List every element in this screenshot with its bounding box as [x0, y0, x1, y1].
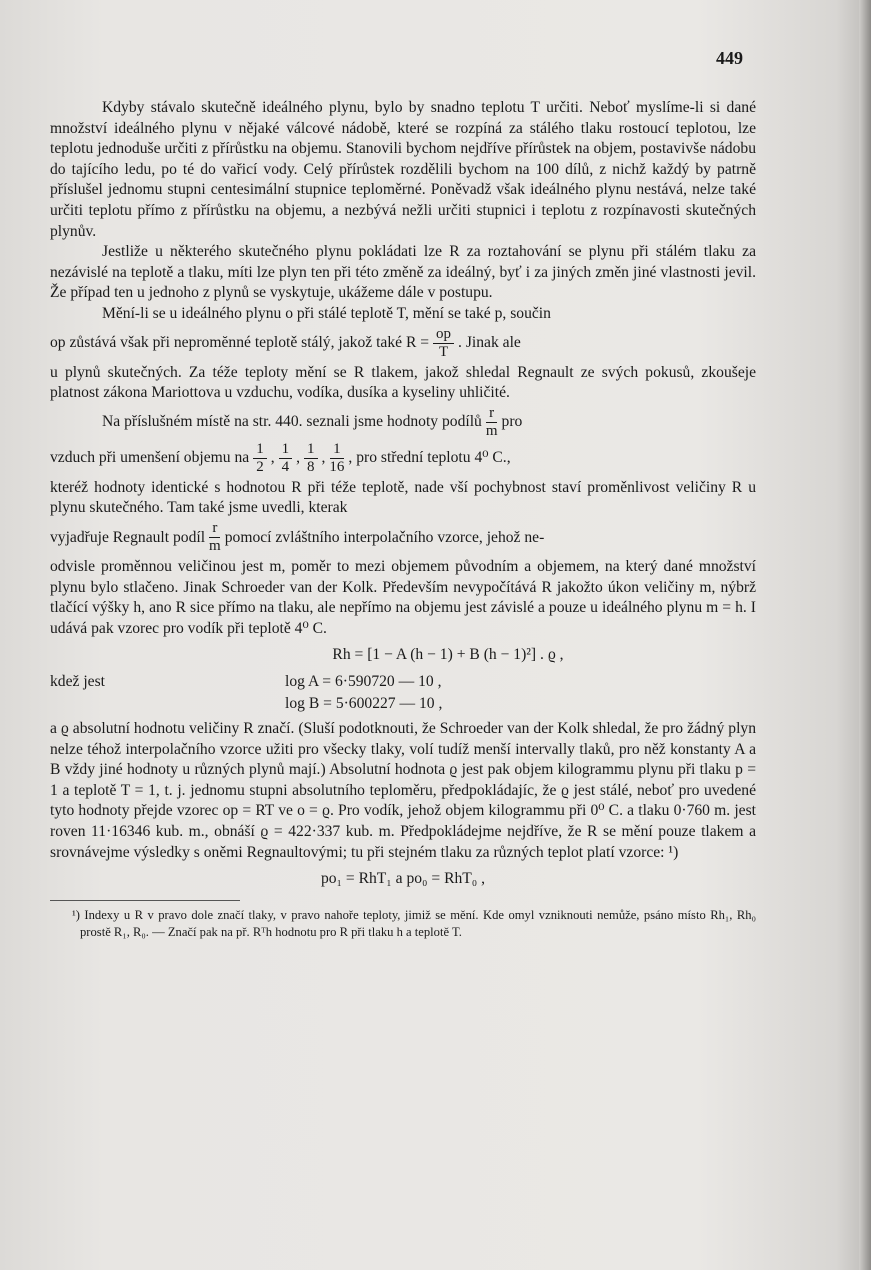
- line-regnault: [50, 521, 756, 555]
- formula-po: po₁ = RhT₁ a po₀ = RhT₀ ,: [320, 870, 486, 888]
- paragraph-2: Jestliže u některého skutečného plynu pokládati lze R za roztahování se plynu při stálém tlaku za nezávislé na teplotě a tlaku, míti lze plyn ten při této změně za ideálný, byť i za jiných změn jiné vlastnosti jevil. Že případ ten u jednoho z plynů se vyskytuje, ukážeme dále v postupu.: [50, 243, 756, 302]
- line-regnault-left: vyjadřuje Regnault podíl: [50, 528, 206, 546]
- page-number: 449: [716, 48, 743, 68]
- fraction-half: [253, 441, 267, 476]
- paragraph-4-end: odvisle proměnnou veličinou jest m, poměr to mezi objemem původním a objemem, na který dané množství plynu bylo stlačeno. Jinak Schroeder van der Kolk. Především nevypočítává R jakožto úkon veličiny m, nýbrž tlačící výšky h, ano R sice přímo na tlaku, ale nepřímo na objemu jest závislé a pouze u ideálného plynu m = h. I udává pak vzorec pro vodík při teplotě 4⁰ C.: [50, 557, 756, 637]
- fraction-quarter: [279, 441, 293, 476]
- fraction-op-over-t: [433, 326, 454, 361]
- fraction-numerator: 1: [253, 441, 267, 459]
- line-fractions: vzduch při umenšení objemu na $\frac{1}{2}$ , $\frac{1}{4}$ , $\frac{1}{8}$ , $\frac{1}{16}$ , pro střední teplotu 4⁰ C.,: [50, 441, 511, 476]
- fraction-denominator: 16: [329, 459, 345, 476]
- line-fractions-right: , pro střední teplotu 4⁰ C.,: [348, 449, 511, 467]
- equation-line-r: [50, 327, 756, 361]
- fraction-numerator: r: [486, 405, 497, 423]
- line-podilu: [50, 406, 756, 440]
- formula-log-b: log B = 5·600227 — 10 ,: [285, 695, 443, 713]
- page-body: [50, 98, 756, 941]
- paragraph-3-left: op zůstává však při nepromĕnné teplotě stálý, jakož také R =: [50, 334, 430, 352]
- fraction-eighth: [304, 441, 318, 476]
- fraction-sixteenth: [329, 441, 344, 476]
- paragraph-1: Kdyby stávalo skutečně ideálného plynu, bylo by snadno teplotu T určiti. Neboť myslíme-li si dané množství ideálného plynu v nějaké válcové nádobě, které se rozpíná za stálého tlaku rostoucí teplotou, lze teplotu jednoduše určiti z přírůstku na objemu. Stanovili bychom nejdříve přírůstek na objem, postavivše nádobu do tajícího ledu, po té do vařicí vody. Celý přírůstek rozdělili bychom na 100 dílů, z nichž každý by patrně příslušel jednomu stupni centesimální stupnice teploměrné. Poněvadž však ideálného plynu nestává, nelze také určiti teplotu přímo z přírůstku na objemu, a nezbývá nežli určiti stupnici i teplotu z rozpínavosti skutečných plynův.: [50, 99, 756, 240]
- fraction-denominator: m: [209, 538, 221, 555]
- paragraph-3-start: Mění-li se u ideálného plynu o při stálé teplotě T, mění se také p, součin: [102, 304, 551, 322]
- fraction-denominator: 2: [256, 459, 264, 476]
- fraction-numerator: 1: [330, 441, 344, 459]
- kdez-jest: kdež jest: [50, 672, 105, 690]
- footnote-separator: [50, 900, 240, 901]
- paragraph-4-left: Na příslušném místě na str. 440. seznali jsme hodnoty podílů: [102, 413, 482, 431]
- footnote: ¹) Indexy u R v pravo dole značí tlaky, v pravo nahoře teploty, jimiž se mění. Kde omyl vzniknouti nemůže, psáno místo Rh₁, Rh₀ prostě R₁, R₀. — Značí pak na př. Rᵀh hodnotu pro R při tlaku h a teplotě T.: [72, 907, 756, 939]
- fraction-numerator: op: [433, 326, 454, 344]
- page-edge-shadow: [859, 0, 871, 1270]
- formula-log-a: log A = 6·590720 — 10 ,: [285, 672, 442, 690]
- fraction-numerator: r: [209, 520, 220, 538]
- paragraph-4-right: pro: [501, 413, 523, 431]
- fraction-denominator: T: [438, 344, 449, 361]
- fraction-numerator: 1: [304, 441, 318, 459]
- fraction-denominator: m: [485, 423, 498, 440]
- line-regnault-right: pomocí zvláštního interpolačního vzorce, jehož ne-: [224, 528, 545, 546]
- paragraph-5: a ϱ absolutní hodnotu veličiny R značí. (Sluší podotknouti, že Schroeder van der Kolk shledal, že pro žádný plyn nelze téhož interpolačního vzorce užiti pro všecky tlaky, volí tudíž menší intervally tlaků, pro něž konstanty A a B vždy jiné hodnoty u různých plynů mají.) Absolutní hodnota ϱ jest pak objem kilogrammu plynu při tlaku p = 1 a teplotě T = 1, t. j. jednomu stupni absolutního teploměru, předpokládajíc, že ϱ jest stálé, neboť pro uvedené tyto hodnoty přejde vzorec op = RT ve o = ϱ. Pro vodík, jehož objem kilogrammu při 0⁰ C. a tlaku 0·760 m. jest roven 11·16346 kub. m., obnáší ϱ = 422·337 kub. m. Předpokládejme nejdříve, že R se mění pouze tlakem a srovnávejme výsledky s oněmi Regnaultovými; tu při stejném tlaku za různých teplot platí vzorce: ¹): [50, 720, 756, 861]
- formula-rh: Rh = [1 − A (h − 1) + B (h − 1)²] . ϱ ,: [332, 646, 564, 664]
- fraction-r-over-m-2: [209, 520, 221, 555]
- fraction-denominator: 4: [281, 459, 290, 476]
- paragraph-3-end: u plynů skutečných. Za téže teploty mění se R tlakem, jakož shledal Regnault ze svých pokusů, zkoušeje platnost zákona Mariottova u vzduchu, vodíka, dusíka a kyseliny uhličité.: [50, 363, 756, 402]
- fraction-denominator: 8: [307, 459, 315, 476]
- fraction-r-over-m: [486, 405, 498, 440]
- paragraph-3-right: . Jinak ale: [458, 334, 521, 352]
- log-formulas: [50, 672, 756, 715]
- line-fractions-left: vzduch při umenšení objemu na: [50, 449, 250, 467]
- paragraph-4-middle: kteréž hodnoty identické s hodnotou R při téže teplotě, nade vší pochybnost staví proměnlivost veličiny R u plynu skutečného. Tam také jsme uvedli, kterak: [50, 478, 756, 517]
- fraction-numerator: 1: [279, 441, 293, 459]
